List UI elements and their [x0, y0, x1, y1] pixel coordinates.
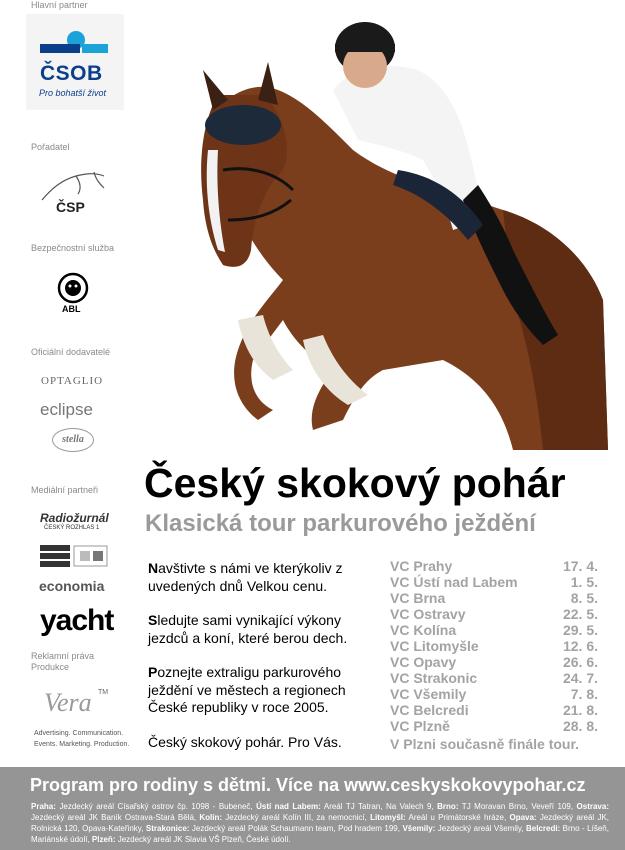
schedule-date: 12. 6. — [562, 638, 598, 654]
schedule-date: 21. 8. — [562, 702, 598, 718]
venue-city: Ostrava: — [576, 802, 609, 811]
schedule-date: 28. 8. — [562, 718, 598, 734]
vera-tagline-1: Advertising. Communication. — [34, 730, 124, 737]
suppliers-label: Oficiální dodavatelé — [31, 347, 111, 357]
main-partner-label: Hlavní partner — [31, 0, 88, 10]
ad-rights-label: Reklamní práva — [31, 651, 95, 661]
venue-address: Jezdecký areál Všemily, — [435, 824, 526, 833]
schedule-city: VC Litomyšle — [390, 638, 479, 654]
paragraph-initial: N — [148, 560, 159, 576]
schedule-city: VC Strakonic — [390, 670, 478, 686]
horse-rider-photo — [183, 0, 608, 450]
paragraph-text: ledujte sami vynikající výkony jezdců a koní, které berou dech. — [148, 612, 348, 646]
venue-list — [31, 801, 609, 845]
paragraph-text: Český skokový pohár. Pro Vás. — [148, 734, 342, 750]
organizer-label: Pořadatel — [31, 142, 70, 152]
paragraph-text: avštivte s námi ve kterýkoliv z uvedených dnů Velkou cenu. — [148, 560, 343, 594]
radiozurnal-sub: ČESKÝ ROZHLAS 1 — [44, 525, 100, 531]
schedule-city: VC Belcredi — [390, 702, 469, 718]
csob-mark-icon — [26, 14, 124, 64]
vera-logo: Vera — [44, 688, 92, 717]
schedule-date: 7. 8. — [570, 686, 598, 702]
sponsor-sidebar — [0, 0, 140, 770]
venue-city: Praha: — [31, 802, 56, 811]
stella-logo: stella — [52, 428, 94, 452]
schedule-row — [390, 606, 600, 622]
venue-city: Ústí nad Labem: — [256, 802, 321, 811]
venue-address: TJ Moravan Brno, Veveří 109, — [458, 802, 577, 811]
venue-address: Jezdecký areál JK, Rolnická 120, Opava-Kateřinky, — [31, 813, 609, 833]
security-label: Bezpečnostní služba — [31, 243, 115, 253]
invite-paragraph — [148, 560, 378, 595]
vera-tagline-2: Events. Marketing. Production. — [34, 741, 130, 748]
schedule-date: 26. 6. — [562, 654, 598, 670]
final-note: V Plzni současně finále tour. — [390, 736, 580, 752]
production-label: Produkce — [31, 662, 70, 672]
discover-paragraph — [148, 664, 378, 717]
venue-city: Plzeň: — [91, 835, 116, 844]
watch-paragraph — [148, 612, 378, 647]
schedule-city: VC Brna — [390, 590, 446, 606]
schedule-row — [390, 622, 600, 638]
schedule-city: VC Ostravy — [390, 606, 466, 622]
schedule-city: VC Opavy — [390, 654, 457, 670]
schedule-row — [390, 654, 600, 670]
footer-title: Program pro rodiny s dětmi. Více na www.ceskyskokovypohar.cz — [30, 775, 586, 795]
event-schedule — [390, 558, 600, 734]
schedule-city: VC Všemily — [390, 686, 467, 702]
schedule-city: VC Kolína — [390, 622, 457, 638]
csob-logo-text: ČSOB — [40, 62, 103, 85]
schedule-date: 1. 5. — [570, 574, 598, 590]
venue-city: Kolín: — [199, 813, 223, 822]
radiozurnal-logo: Radiožurnál — [40, 511, 109, 525]
paragraph-initial: P — [148, 664, 158, 680]
venue-address: Areál u Primátorské hráze, — [405, 813, 510, 822]
schedule-city: VC Prahy — [390, 558, 453, 574]
abl-lion-icon — [56, 272, 90, 314]
schedule-row — [390, 686, 600, 702]
eclipse-logo: eclipse — [40, 400, 93, 419]
schedule-city: VC Plzně — [390, 718, 450, 734]
page-subtitle: Klasická tour parkurového ježdění — [145, 510, 536, 537]
schedule-row — [390, 718, 600, 734]
venue-address: Jezdecký areál Kolín III, za nemocnicí, — [222, 813, 371, 822]
schedule-date: 17. 4. — [562, 558, 598, 574]
csob-logo — [26, 14, 124, 110]
venue-address: Jezdecký areál JK Baník Ostrava-Stará Bělá, — [31, 813, 200, 822]
venue-city: Brno: — [437, 802, 459, 811]
venue-city: Strakonice: — [145, 824, 190, 833]
schedule-city: VC Ústí nad Labem — [390, 574, 518, 590]
csp-logo-text: ČSP — [56, 199, 85, 215]
schedule-row — [390, 574, 600, 590]
schedule-row — [390, 590, 600, 606]
slogan-paragraph — [148, 734, 378, 752]
schedule-date: 29. 5. — [562, 622, 598, 638]
schedule-date: 8. 5. — [570, 590, 598, 606]
schedule-row — [390, 670, 600, 686]
venue-address: Jezdecký areál Císařský ostrov čp. 1098 - Bubeneč, — [55, 802, 257, 811]
media-partners-label: Mediální partneři — [31, 485, 99, 495]
venue-address: Areál TJ Tatran, Na Valech 9, — [320, 802, 438, 811]
yacht-logo: yacht — [40, 604, 114, 637]
venue-city: Belcredi: — [525, 824, 561, 833]
schedule-row — [390, 702, 600, 718]
venue-city: Litomyšl: — [370, 813, 406, 822]
optaglio-logo: OPTAGLIO — [41, 375, 104, 387]
venue-city: Všemily: — [402, 824, 436, 833]
page-title: Český skokový pohár — [144, 460, 566, 506]
newspaper-logos-icon — [40, 545, 108, 567]
venue-address: Brno - Líšeň, Mariánské údolí, — [31, 824, 609, 844]
abl-logo-text: ABL — [62, 304, 81, 314]
paragraph-text: oznejte extraligu parkurového ježdění ve městech a regionech České republiky v roce 2005. — [148, 664, 346, 715]
schedule-row — [390, 558, 600, 574]
venue-address: Jezdecký areál JK Slavia VŠ Plzeň, České údolí. — [115, 835, 291, 844]
vera-trademark: TM — [98, 689, 109, 696]
venue-city: Opava: — [509, 813, 537, 822]
footer-bar — [0, 767, 625, 850]
photo-copyright: © Foto: Mindek — [600, 330, 605, 360]
schedule-date: 22. 5. — [562, 606, 598, 622]
schedule-date: 24. 7. — [562, 670, 598, 686]
economia-logo: economia — [39, 578, 105, 594]
paragraph-initial: S — [148, 612, 158, 628]
csob-slogan: Pro bohatší život — [39, 88, 107, 98]
venue-address: Jezdecký areál Polák Schaumann team, Pod hradem 199, — [189, 824, 403, 833]
schedule-row — [390, 638, 600, 654]
